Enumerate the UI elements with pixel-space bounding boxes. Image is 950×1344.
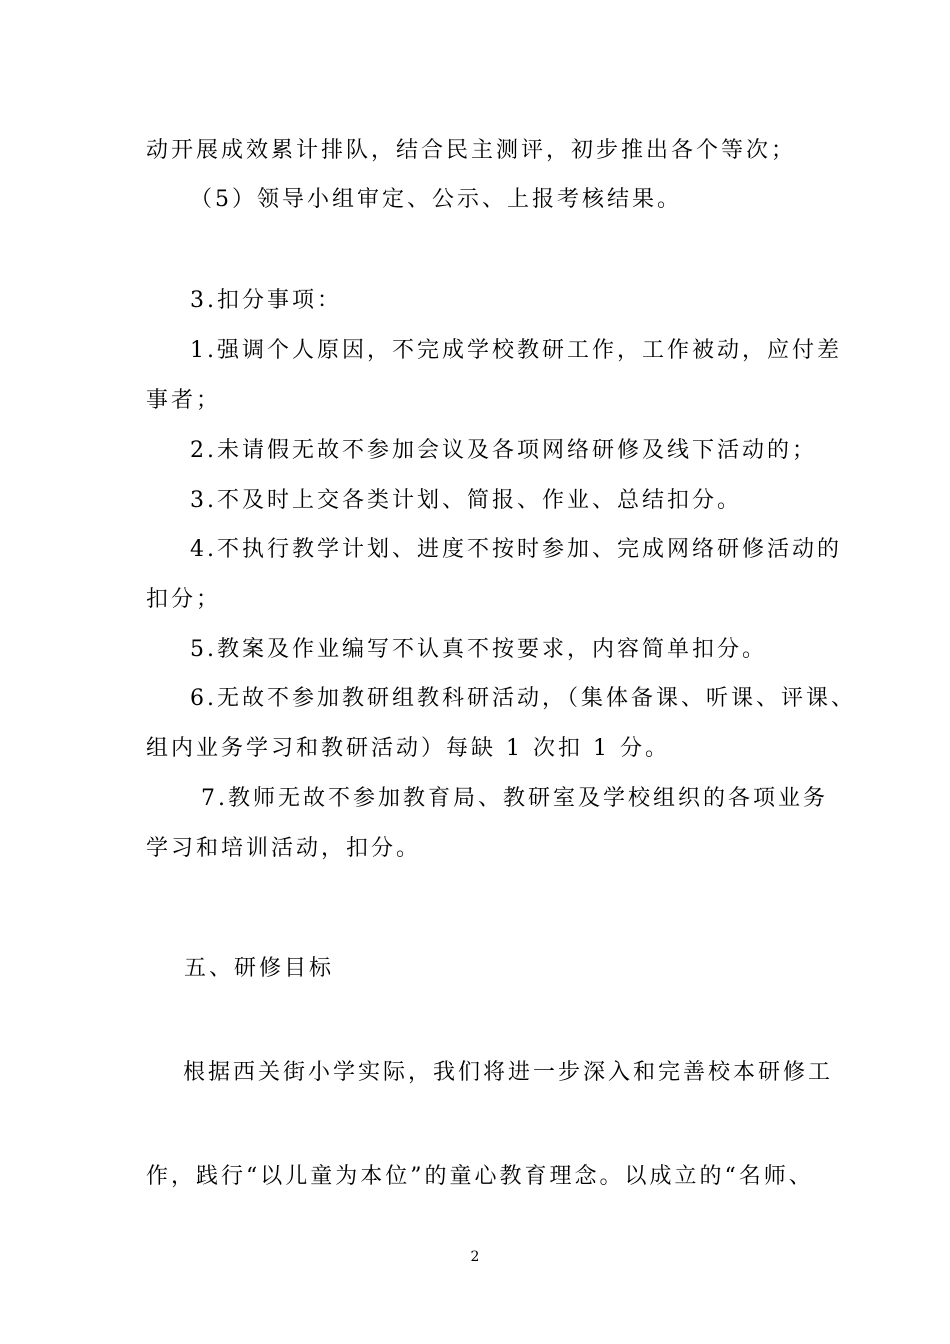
section-heading: 3.扣分事项： xyxy=(190,288,342,313)
text-line: 2.未请假无故不参加会议及各项网络研修及线下活动的； xyxy=(190,438,817,463)
text-line: 6.无故不参加教研组教科研活动，（集体备课、听课、评课、 xyxy=(190,686,856,711)
text-line: 动开展成效累计排队，结合民主测评，初步推出各个等次； xyxy=(146,138,797,163)
text-line: 根据西关街小学实际，我们将进一步深入和完善校本研修工 xyxy=(183,1060,834,1085)
text-line: 扣分； xyxy=(146,587,222,612)
text-line: 1.强调个人原因，不完成学校教研工作，工作被动，应付差 xyxy=(190,338,842,363)
text-line: 组内业务学习和教研活动）每缺 1 次扣 1 分。 xyxy=(146,736,670,761)
text-line: 5.教案及作业编写不认真不按要求，内容简单扣分。 xyxy=(190,637,767,662)
section-heading: 五、研修目标 xyxy=(184,956,335,981)
text-line: 4.不执行教学计划、进度不按时参加、完成网络研修活动的 xyxy=(190,537,842,562)
text-line: 3.不及时上交各类计划、简报、作业、总结扣分。 xyxy=(190,488,742,513)
text-line: 事者； xyxy=(146,388,222,413)
text-line: （5）领导小组审定、公示、上报考核结果。 xyxy=(190,187,682,212)
text-line: 学习和培训活动，扣分。 xyxy=(146,836,422,861)
page-number: 2 xyxy=(470,1249,480,1265)
text-line: 作，践行“以儿童为本位”的童心教育理念。以成立的“名师、 xyxy=(146,1164,814,1189)
text-line: 7.教师无故不参加教育局、教研室及学校组织的各项业务 xyxy=(201,786,828,811)
